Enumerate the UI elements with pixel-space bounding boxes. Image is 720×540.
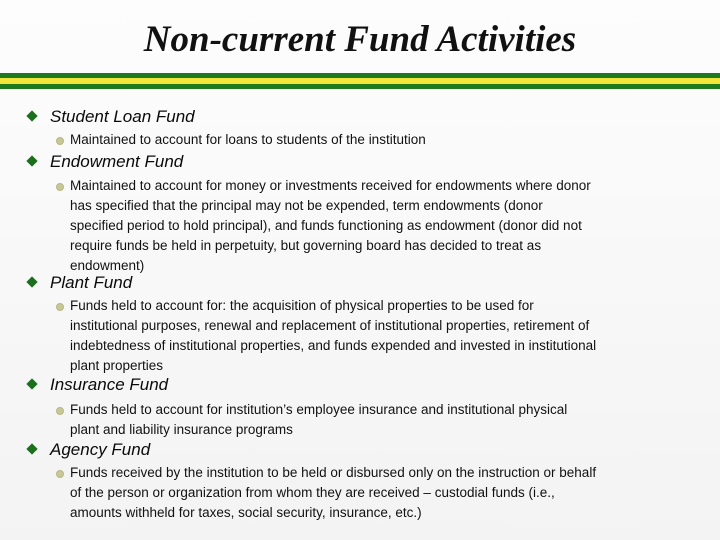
sub-bullet-line: require funds be held in perpetuity, but governing board has decided to treat as — [70, 238, 542, 253]
diamond-bullet-icon — [26, 443, 37, 454]
slide-title: Non-current Fund Activities — [143, 19, 577, 60]
sub-bullet-line: endowment) — [70, 258, 145, 273]
sub-bullet-line: institutional purposes, renewal and replacement of institutional properties, retirement of — [70, 318, 590, 333]
bullet-heading: Plant Fund — [50, 273, 133, 292]
sub-bullet-line: Maintained to account for loans to students of the institution — [70, 132, 426, 147]
dot-bullet-icon — [56, 470, 64, 478]
bullet-heading: Endowment Fund — [50, 152, 184, 171]
dot-bullet-icon — [56, 183, 64, 191]
dot-bullet-icon — [56, 137, 64, 145]
bullet-student-loan-fund — [28, 107, 195, 127]
sub-bullet-line: indebtedness of institutional properties, and funds expended and invested in institutional — [70, 338, 597, 353]
sub-bullet-endowment-fund — [54, 176, 704, 276]
bullet-plant-fund — [28, 273, 132, 293]
bullet-endowment-fund — [28, 152, 183, 172]
sub-bullet-line: Funds received by the institution to be held or disbursed only on the instruction or behalf — [70, 465, 597, 480]
bullet-heading: Agency Fund — [50, 440, 151, 459]
sub-bullet-agency-fund — [54, 463, 704, 523]
sub-bullet-line: Funds held to account for institution’s employee insurance and institutional physical — [70, 402, 568, 417]
sub-bullet-line: specified period to hold principal), and funds functioning as endowment (donor did not — [70, 218, 582, 233]
sub-bullet-line: Funds held to account for: the acquisition of physical properties to be used for — [70, 298, 534, 313]
diamond-bullet-icon — [26, 155, 37, 166]
sub-bullet-line: Maintained to account for money or investments received for endowments where donor — [70, 178, 591, 193]
diamond-bullet-icon — [26, 110, 37, 121]
dot-bullet-icon — [56, 303, 64, 311]
sub-bullet-plant-fund — [54, 296, 704, 376]
diamond-bullet-icon — [26, 276, 37, 287]
sub-bullet-line: of the person or organization from whom they are received – custodial funds (i.e., — [70, 485, 555, 500]
bullet-insurance-fund — [28, 375, 168, 395]
sub-bullet-line: plant properties — [70, 358, 164, 373]
bullet-heading: Student Loan Fund — [50, 107, 195, 126]
sub-bullet-line: plant and liability insurance programs — [70, 422, 293, 437]
dot-bullet-icon — [56, 407, 64, 415]
sub-bullet-line: amounts withheld for taxes, social security, insurance, etc.) — [70, 505, 422, 520]
bullet-agency-fund — [28, 440, 150, 460]
diamond-bullet-icon — [26, 378, 37, 389]
sub-bullet-student-loan-fund — [54, 130, 704, 150]
bullet-heading: Insurance Fund — [50, 375, 169, 394]
sub-bullet-insurance-fund — [54, 400, 704, 440]
sub-bullet-line: has specified that the principal may not be expended, term endowments (donor — [70, 198, 543, 213]
